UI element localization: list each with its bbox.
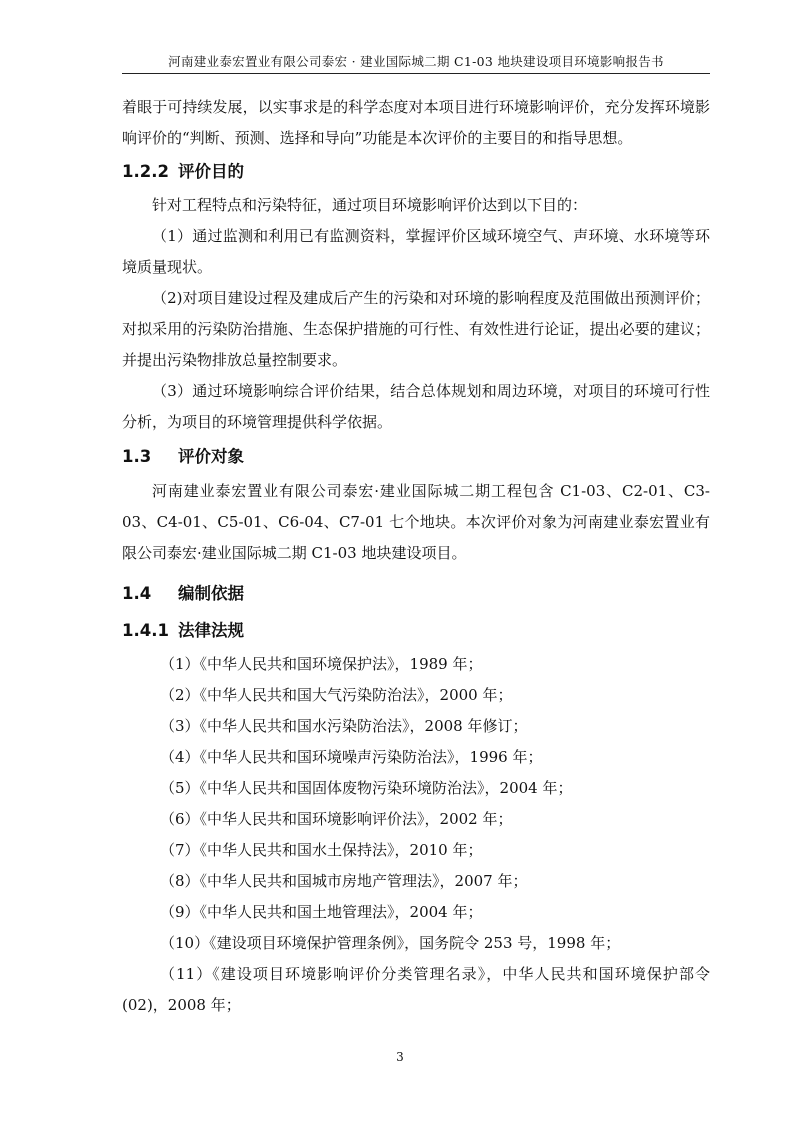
section-heading-1-4 (122, 575, 710, 613)
header-divider (122, 73, 710, 74)
objective-item: （2)对项目建设过程及建成后产生的污染和对环境的影响程度及范围做出预测评价；对拟采用的污染防治措施、生态保护措施的可行性、有效性进行论证，提出必要的建议；并提出污染物排放总量控制要求。 (122, 289, 710, 369)
section-number: 1.4.1 (122, 621, 169, 640)
law-item: （1）《中华人民共和国环境保护法》，1989 年； (160, 655, 483, 673)
law-item: （9）《中华人民共和国土地管理法》，2004 年； (160, 903, 483, 921)
section-number: 1.2.2 (122, 162, 169, 181)
section-title: 评价目的 (178, 162, 244, 181)
section-heading-1-3 (122, 438, 710, 476)
section-title: 编制依据 (178, 584, 244, 603)
law-item: （7）《中华人民共和国水土保持法》，2010 年； (160, 841, 483, 859)
law-item: （11）《建设项目环境影响评价分类管理名录》，中华人民共和国环境保护部令(02)，2008 年； (122, 965, 710, 1014)
section-title: 评价对象 (178, 447, 244, 466)
intro-paragraph: 着眼于可持续发展，以实事求是的科学态度对本项目进行环境影响评价，充分发挥环境影响评价的“判断、预测、选择和导向”功能是本次评价的主要目的和指导思想。 (122, 98, 710, 147)
objective-item: （3）通过环境影响综合评价结果，结合总体规划和周边环境，对项目的环境可行性分析，为项目的环境管理提供科学依据。 (122, 382, 710, 431)
law-item: （6）《中华人民共和国环境影响评价法》，2002 年； (160, 810, 513, 828)
section-title: 法律法规 (178, 621, 244, 640)
law-item: （8）《中华人民共和国城市房地产管理法》，2007 年； (160, 872, 528, 890)
law-item: （10）《建设项目环境保护管理条例》，国务院令 253 号，1998 年； (160, 934, 621, 952)
law-item: （5）《中华人民共和国固体废物污染环境防治法》，2004 年； (160, 779, 573, 797)
page-number: 3 (396, 1050, 404, 1064)
section-lead: 针对工程特点和污染特征，通过项目环境影响评价达到以下目的： (152, 196, 588, 214)
section-heading-1-4-1 (122, 613, 710, 649)
section-number: 1.3 (122, 447, 152, 466)
objective-item: （1）通过监测和利用已有监测资料，掌握评价区域环境空气、声环境、水环境等环境质量现状。 (122, 227, 710, 276)
law-item: （3）《中华人民共和国水污染防治法》，2008 年修订； (160, 717, 528, 735)
evaluation-object-paragraph: 河南建业泰宏置业有限公司泰宏·建业国际城二期工程包含 C1-03、C2-01、C3-03、C4-01、C5-01、C6-04、C7-01 七个地块。本次评价对象为河南建业泰宏置业有限公司泰宏·建业国际城二期 C1-03 地块建设项目。 (122, 482, 710, 562)
section-heading-1-2-2 (122, 154, 710, 190)
running-header: 河南建业泰宏置业有限公司泰宏 · 建业国际城二期 C1-03 地块建设项目环境影响报告书 (168, 54, 664, 69)
section-number: 1.4 (122, 584, 152, 603)
law-item: （4）《中华人民共和国环境噪声污染防治法》，1996 年； (160, 748, 543, 766)
law-item: （2）《中华人民共和国大气污染防治法》，2000 年； (160, 686, 513, 704)
page-body (122, 92, 710, 1021)
